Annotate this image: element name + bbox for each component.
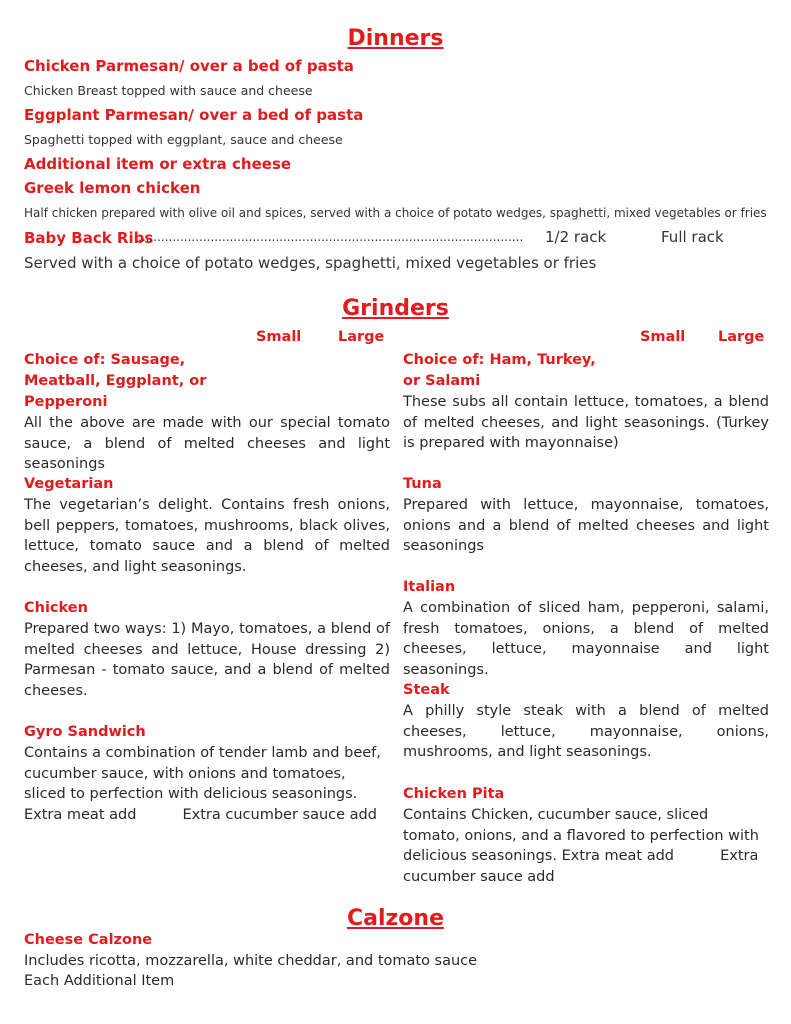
grinder-desc: Contains a combination of tender lamb and beef, cucumber sauce, with onions and tomatoes, sliced to perfection with delicious seasonings. Extra meat add Extra cucumber sauce add [24,745,386,824]
dinner-item-name: Greek lemon chicken [24,179,201,197]
grinder-desc: A combination of sliced ham, pepperoni, salami, fresh tomatoes, onions, a blend of melted cheeses, lettuce, mayonnaise and light seasonings. [403,600,769,679]
grinder-name: Chicken [24,600,88,616]
grinder-desc: The vegetarian’s delight. Contains fresh onions, bell peppers, tomatoes, mushrooms, black olives, lettuce, tomato sauce and a blend of melted cheeses, and light seasonings. [24,497,390,576]
calzone-name: Cheese Calzone [24,932,153,948]
grinder-item [24,474,390,598]
grinder-item [403,680,769,784]
grinders-right-column [403,350,769,888]
grinders-left-column [24,350,390,826]
grinder-desc: Contains Chicken, cucumber sauce, sliced tomato, onions, and a flavored to perfection with delicious seasonings. Extra meat add Extra cucumber sauce add [403,807,764,886]
ribs-full-rack: Full rack [661,228,724,246]
grinder-name: Tuna [403,476,442,492]
dinner-item-name: Eggplant Parmesan/ over a bed of pasta [24,106,364,124]
grinder-item [24,350,390,474]
dinner-item-name: Chicken Parmesan/ over a bed of pasta [24,57,354,75]
grinder-name: Gyro Sandwich [24,724,146,740]
size-small-label: Small [256,329,302,345]
ribs-dots: ..................................................................................................... [138,230,524,244]
size-large-label: Large [718,329,765,345]
dinner-item-desc: Spaghetti topped with eggplant, sauce and cheese [24,132,343,147]
ribs-name: Baby Back Ribs [24,229,154,247]
grinder-name: Choice of: Sausage, Meatball, Eggplant, or Pepperoni [24,352,207,410]
grinder-name: Steak [403,682,450,698]
grinder-item [403,350,769,474]
calzone-extra: Each Additional Item [24,973,175,989]
grinder-item [403,474,769,577]
grinder-desc: Prepared with lettuce, mayonnaise, tomatoes, onions and a blend of melted cheeses and light seasonings [403,497,769,555]
grinder-name: Chicken Pita [403,786,505,802]
grinder-name: Vegetarian [24,476,114,492]
ribs-desc: Served with a choice of potato wedges, spaghetti, mixed vegetables or fries [24,254,597,272]
ribs-half-rack: 1/2 rack [545,228,607,246]
grinder-desc: Prepared two ways: 1) Mayo, tomatoes, a blend of melted cheeses and lettuce, House dressing 2) Parmesan - tomato sauce, and a blend of melted cheeses. [24,621,390,700]
size-large-label: Large [338,329,385,345]
ribs-row [24,228,724,250]
dinners-title: Dinners [347,26,444,51]
grinder-item [403,577,769,680]
grinder-item [24,722,390,826]
grinder-desc: All the above are made with our special tomato sauce, a blend of melted cheeses and light seasonings [24,415,390,473]
grinder-item [24,598,390,722]
grinder-item [403,784,769,888]
grinder-desc: These subs all contain lettuce, tomatoes, a blend of melted cheeses, and light seasonings. (Turkey is prepared with mayonnaise) [403,394,769,452]
calzone-title: Calzone [346,906,445,931]
grinder-desc: A philly style steak with a blend of melted cheeses, lettuce, mayonnaise, onions, mushrooms, and light seasonings. [403,703,769,761]
calzone-desc: Includes ricotta, mozzarella, white cheddar, and tomato sauce [24,953,478,969]
grinders-title: Grinders [342,296,449,321]
dinner-item-desc: Half chicken prepared with olive oil and spices, served with a choice of potato wedges, spaghetti, mixed vegetables or fries [24,206,767,220]
size-small-label: Small [640,329,686,345]
dinner-item-desc: Chicken Breast topped with sauce and cheese [24,83,313,98]
dinner-item-name: Additional item or extra cheese [24,155,292,173]
grinder-name: Italian [403,579,456,595]
grinder-name: Choice of: Ham, Turkey, or Salami [403,352,596,389]
